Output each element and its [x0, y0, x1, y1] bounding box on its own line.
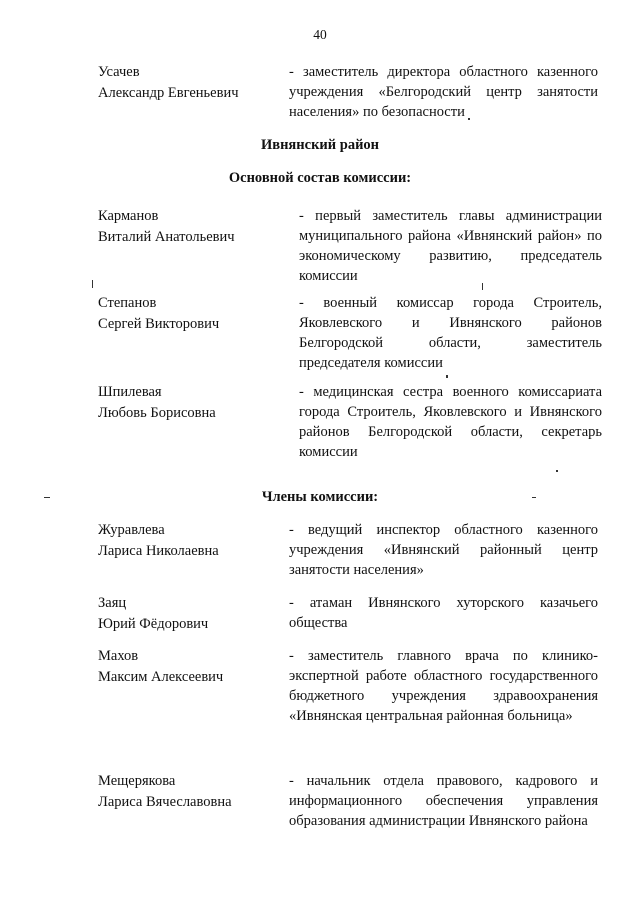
member-name — [98, 646, 278, 688]
member-given-names: Сергей Викторович — [98, 316, 220, 332]
member-role: - атаман Ивнянского хуторского казачьего общества — [289, 595, 598, 631]
member-role: - ведущий инспектор областного казенного учреждения «Ивнянский районный центр занятости населения» — [289, 522, 598, 578]
member-name — [98, 593, 278, 635]
member-name — [98, 520, 278, 562]
member-given-names: Максим Алексеевич — [98, 669, 224, 685]
member-surname: Шпилевая — [98, 384, 162, 400]
member-role: - начальник отдела правового, кадрового и информационного обеспечения управления образования администрации Ивнянского района — [289, 773, 598, 829]
scan-speck — [556, 470, 558, 472]
member-given-names: Любовь Борисовна — [98, 405, 216, 421]
member-name — [98, 771, 278, 813]
member-given-names: Лариса Вячеславовна — [98, 794, 232, 810]
member-surname: Карманов — [98, 208, 159, 224]
member-name — [98, 206, 278, 248]
scan-speck — [482, 283, 483, 290]
member-name — [98, 62, 278, 104]
member-given-names: Александр Евгеньевич — [98, 85, 239, 101]
main-section-title: Основной состав комиссии: — [228, 170, 412, 186]
member-surname: Журавлева — [98, 522, 165, 538]
page-number: 40 — [313, 27, 327, 42]
member-surname: Усачев — [98, 64, 140, 80]
member-surname: Махов — [98, 648, 139, 664]
member-role: - первый заместитель главы администрации муниципального района «Ивнянский район» по экономическому развитию, председатель комиссии — [299, 208, 602, 284]
member-given-names: Лариса Николаевна — [98, 543, 219, 559]
member-role: - заместитель директора областного казенного учреждения «Белгородский центр занятости населения» по безопасности — [289, 64, 598, 120]
member-name — [98, 382, 278, 424]
scan-speck — [532, 497, 536, 498]
scan-speck — [468, 118, 470, 120]
scan-speck — [92, 280, 93, 288]
member-surname: Заяц — [98, 595, 127, 611]
member-given-names: Юрий Фёдорович — [98, 616, 209, 632]
member-role: - заместитель главного врача по клинико-экспертной работе областного государственного бюджетного учреждения здравоохранения «Ивнянская центральная районная больница» — [289, 648, 598, 724]
members-section-title: Члены комиссии: — [261, 489, 379, 505]
district-title: Ивнянский район — [260, 137, 380, 153]
member-role: - медицинская сестра военного комиссариата города Строитель, Яковлевского и Ивнянского районов Белгородской области, секретарь комиссии — [299, 384, 602, 460]
member-given-names: Виталий Анатольевич — [98, 229, 235, 245]
member-role: - военный комиссар города Строитель, Яковлевского и Ивнянского районов Белгородской области, заместитель председателя комиссии — [299, 295, 602, 371]
scan-speck — [446, 375, 448, 378]
scan-speck — [44, 497, 50, 498]
member-surname: Мещерякова — [98, 773, 176, 789]
member-name — [98, 293, 278, 335]
member-surname: Степанов — [98, 295, 157, 311]
